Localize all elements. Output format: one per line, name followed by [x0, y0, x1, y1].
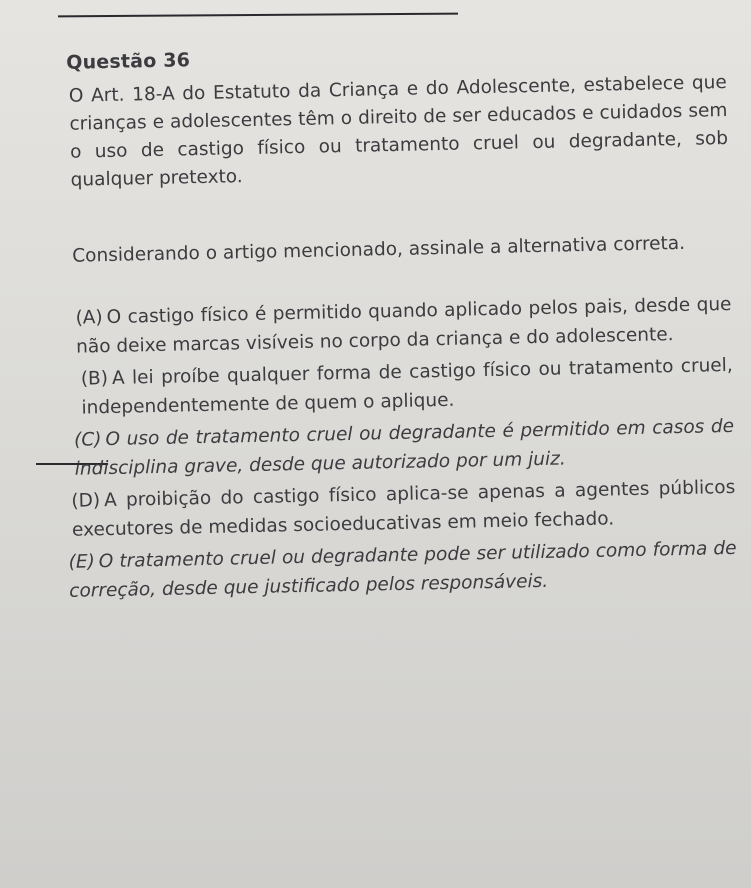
option-d-letter: (D) [71, 490, 101, 512]
option-b-letter: (B) [80, 368, 109, 390]
option-a[interactable] [75, 290, 732, 362]
option-d-text: A proibição do castigo físico aplica-se apenas a agentes públicos executores de medidas socioeducativas em meio fechado. [71, 476, 736, 541]
option-b-text: A lei proíbe qualquer forma de castigo físico ou tratamento cruel, independentemente de quem o aplique. [81, 354, 733, 419]
option-b[interactable] [81, 351, 734, 423]
question-paragraph: O Art. 18-A do Estatuto da Criança e do Adolescente, estabelece que crianças e adolescentes têm o direito de ser educados e cuidados sem o uso de castigo físico ou tratamento cruel ou degradante, sob qualquer pretexto. [68, 72, 729, 191]
options-list [63, 290, 737, 606]
top-rule [58, 13, 458, 18]
option-c-text: O uso de tratamento cruel ou degradante é permitido em casos de indisciplina grave, desde que autorizado por um juiz. [74, 415, 735, 480]
option-e-letter: (E) [68, 551, 96, 573]
option-c-letter: (C) [73, 429, 102, 451]
question-stem: Considerando o artigo mencionado, assinale a alternativa correta. [72, 232, 686, 267]
option-a-letter: (A) [75, 307, 103, 329]
question-title: Questão 36 [65, 49, 191, 74]
option-e[interactable] [68, 534, 737, 606]
option-d[interactable] [71, 473, 736, 545]
option-a-text: O castigo físico é permitido quando aplicado pelos pais, desde que não deixe marcas visíveis no corpo da criança e do adolescente. [75, 293, 732, 358]
option-e-text: O tratamento cruel ou degradante pode ser utilizado como forma de correção, desde que justificado pelos responsáveis. [69, 537, 737, 602]
question-block [58, 38, 738, 609]
option-c[interactable] [74, 412, 735, 484]
